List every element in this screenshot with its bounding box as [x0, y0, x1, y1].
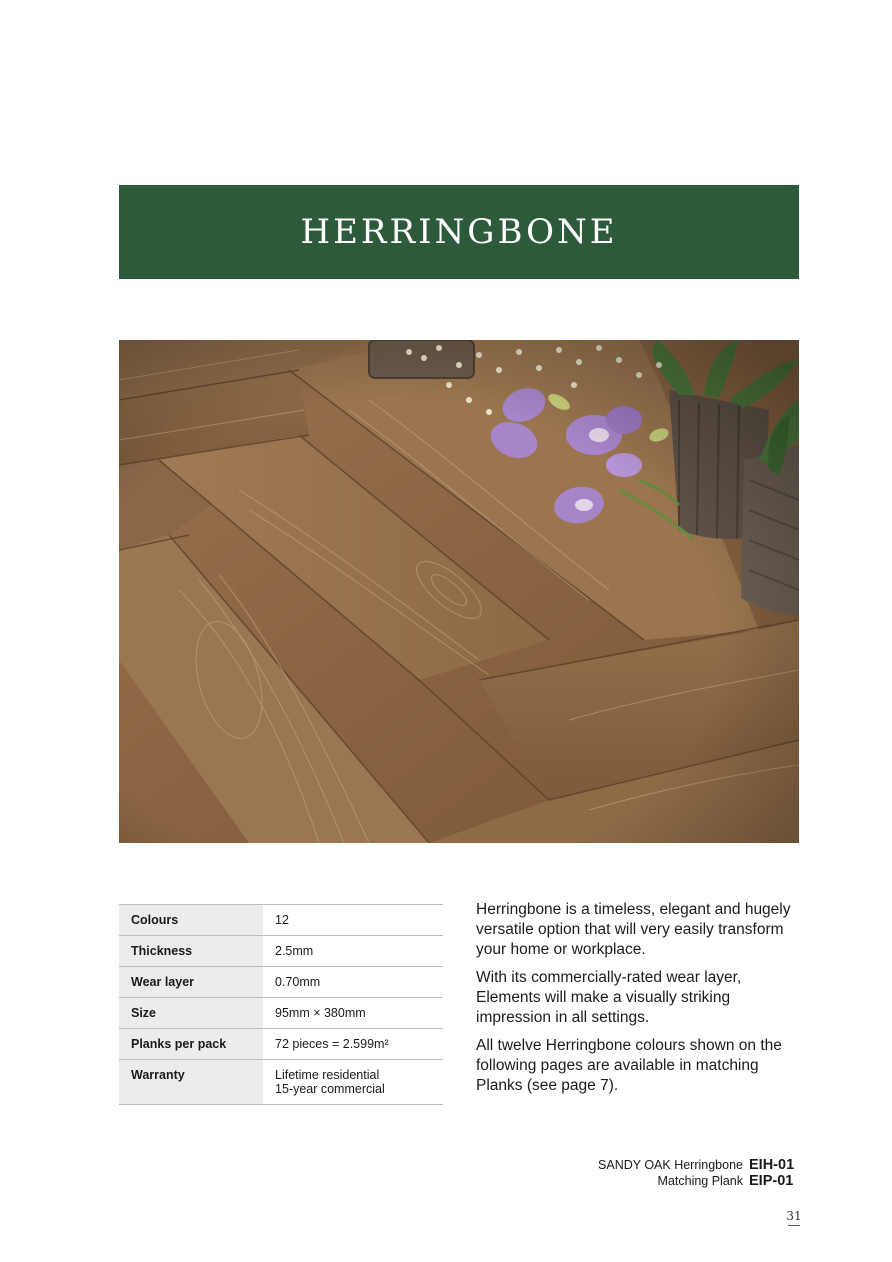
table-row	[119, 1029, 443, 1060]
description-paragraph: Herringbone is a timeless, elegant and hugely versatile option that will very easily transform your home or workplace.	[476, 901, 791, 958]
product-code-line	[598, 1157, 799, 1173]
spec-label: Size	[119, 998, 263, 1029]
spec-value: 72 pieces = 2.599m²	[263, 1029, 443, 1060]
spec-label: Warranty	[119, 1060, 263, 1105]
description-paragraph: All twelve Herringbone colours shown on the following pages are available in matching Planks (see page 7).	[476, 1037, 782, 1094]
spec-value: 0.70mm	[263, 967, 443, 998]
spec-value: 95mm × 380mm	[263, 998, 443, 1029]
specifications-table	[119, 904, 443, 1105]
product-photo	[119, 340, 799, 843]
table-row	[119, 998, 443, 1029]
table-row	[119, 905, 443, 936]
table-row	[119, 936, 443, 967]
product-code: EIP-01	[749, 1173, 794, 1189]
product-description	[476, 900, 806, 1104]
spec-label: Colours	[119, 905, 263, 936]
spec-label: Planks per pack	[119, 1029, 263, 1060]
product-name: SANDY OAK Herringbone	[598, 1158, 743, 1172]
table-row	[119, 1060, 443, 1105]
description-paragraph: With its commercially-rated wear layer, Elements will make a visually striking impression in all settings.	[476, 969, 742, 1026]
spec-value: 2.5mm	[263, 936, 443, 967]
product-codes	[598, 1157, 799, 1189]
product-code: EIH-01	[749, 1157, 795, 1173]
spec-value: Lifetime residential 15-year commercial	[263, 1060, 443, 1105]
spec-label: Wear layer	[119, 967, 263, 998]
floor-photo-illustration	[119, 340, 799, 843]
page-title: HERRINGBONE	[300, 212, 618, 252]
spec-label: Thickness	[119, 936, 263, 967]
page-number: 31	[785, 1209, 803, 1226]
product-code-line	[598, 1173, 799, 1189]
title-banner	[119, 185, 799, 279]
spec-value: 12	[263, 905, 443, 936]
table-row	[119, 967, 443, 998]
product-name: Matching Plank	[657, 1174, 743, 1188]
